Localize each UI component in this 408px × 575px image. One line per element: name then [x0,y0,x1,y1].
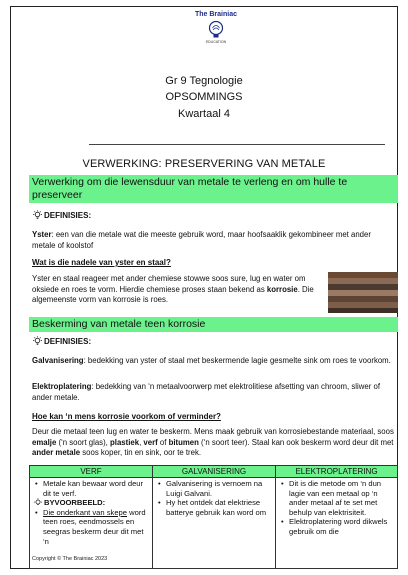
header-grade: Gr 9 Tegnologie [165,75,243,87]
table-header-galvanisering: GALVANISERING [153,466,276,478]
answer-text: , [139,437,144,447]
answer-text: Deur die metaal teen lug en water te beskerm. Mens maak gebruik van korrosiebestande materiaal, soos [32,427,394,436]
logo-subtext: EDUCATION [205,40,227,44]
section2-question: Hoe kan ‘n mens korrosie voorkom of verminder? [32,412,221,421]
answer-text-2: . Die algemeenste vorm van korrosie is roes. [32,284,314,305]
header-divider [89,144,385,145]
definitions-text: DEFINISIES: [44,210,92,220]
list-item: • Dit is die metode om ‘n dun lagie van een metaal op ‘n ander metaal af te set met behulp van elektrisiteit. [279,479,395,517]
lightbulb-icon [32,210,43,220]
lightbulb-icon [33,498,43,507]
elektroplatering-term: Elektroplatering [32,382,92,391]
galvanisering-definition [32,356,394,367]
yster-def-text: : een van die metale wat die meeste gebruik word, maar hoofsaaklik gekombineer met ander metale of koolstof [32,230,371,250]
section1-answer [32,274,322,306]
table-header-elektroplatering: ELEKTROPLATERING [276,466,398,478]
answer-text: of [157,437,169,447]
yster-definition [32,230,394,251]
term-plastiek: plastiek [110,437,140,447]
brand-logo [182,11,250,44]
table-cell-galvanisering [153,478,276,569]
example-underlined: Die onderkant van skepe [43,507,128,517]
section1-heading: Verwerking om die lewensduur van metale te verleng en om hulle te preserveer [29,175,398,203]
copyright-footer: Copyright © The Brainiac 2023 [32,556,108,562]
yster-term: Yster [32,230,52,239]
logo-brand-text: The Brainiac [194,11,237,18]
elektroplatering-definition [32,382,394,403]
galvanisering-def-text: : bedekking van yster of staal met beskermende lagie gesmelte sink om roes te voorkom. [83,356,391,365]
page-title: VERWERKING: PRESERVERING VAN METALE [82,158,326,170]
list-item: • Metale kan bewaar word deur dit te verf. [33,479,150,498]
term-emalje: emalje [32,437,57,447]
term-bitumen: bitumen [168,437,199,447]
methods-table [29,465,398,569]
table-cell-elektroplatering [276,478,398,569]
answer-term: korrosie [266,284,298,294]
section1-definitions-label [32,210,91,220]
list-item: • Hy het ontdek dat elektriese batterye gebruik kan word om [156,498,273,517]
list-item: • Elektroplatering word dikwels gebruik om die [279,517,395,536]
section2-answer [32,427,396,459]
section2-definitions-label [32,336,91,346]
elektroplatering-def-text: : bedekking van ‘n metaalvoorwerp met elektrolitiese afsetting van chroom, sliwer of ander metale. [32,382,380,402]
example-rest: word teen roes, eendmossels en seegras beskerm deur dit met ‘n [43,507,146,546]
definitions-text: DEFINISIES: [44,336,92,346]
answer-text: (‘n soort glas), [56,437,111,447]
worksheet-page [10,6,398,569]
answer-text: (‘n soort teer). Staal kan ook beskerm word deur dit met [198,437,394,447]
header-doc-type: OPSOMMINGS [165,91,243,103]
section1-question: Wat is die nadele van yster en staal? [32,258,171,267]
list-item [33,508,150,546]
answer-text: soos koper, tin en sink, oor te trek. [80,448,202,458]
example-label-text: BYVOORBEELD: [44,498,106,508]
galvanisering-term: Galvanisering [32,356,84,365]
example-label [33,498,150,508]
lightbulb-icon [32,336,43,346]
section2-heading: Beskerming van metale teen korrosie [29,317,398,332]
lightbulb-logo-icon [207,20,225,40]
table-cell-verf [30,478,153,569]
rusted-metal-image [328,272,398,313]
header-term: Kwartaal 4 [178,108,230,120]
table-header-verf: VERF [30,466,153,478]
list-item: • Galvanisering is vernoem na Luigi Galvani. [156,479,273,498]
term-verf: verf [143,437,158,447]
answer-text-1: Yster en staal reageer met ander chemiese stowwe soos sure, lug en water om oksiede en roes te vorm. Hierdie chemiese proses staan bekend as [32,274,306,294]
term-ander-metale: ander metale [32,448,81,458]
